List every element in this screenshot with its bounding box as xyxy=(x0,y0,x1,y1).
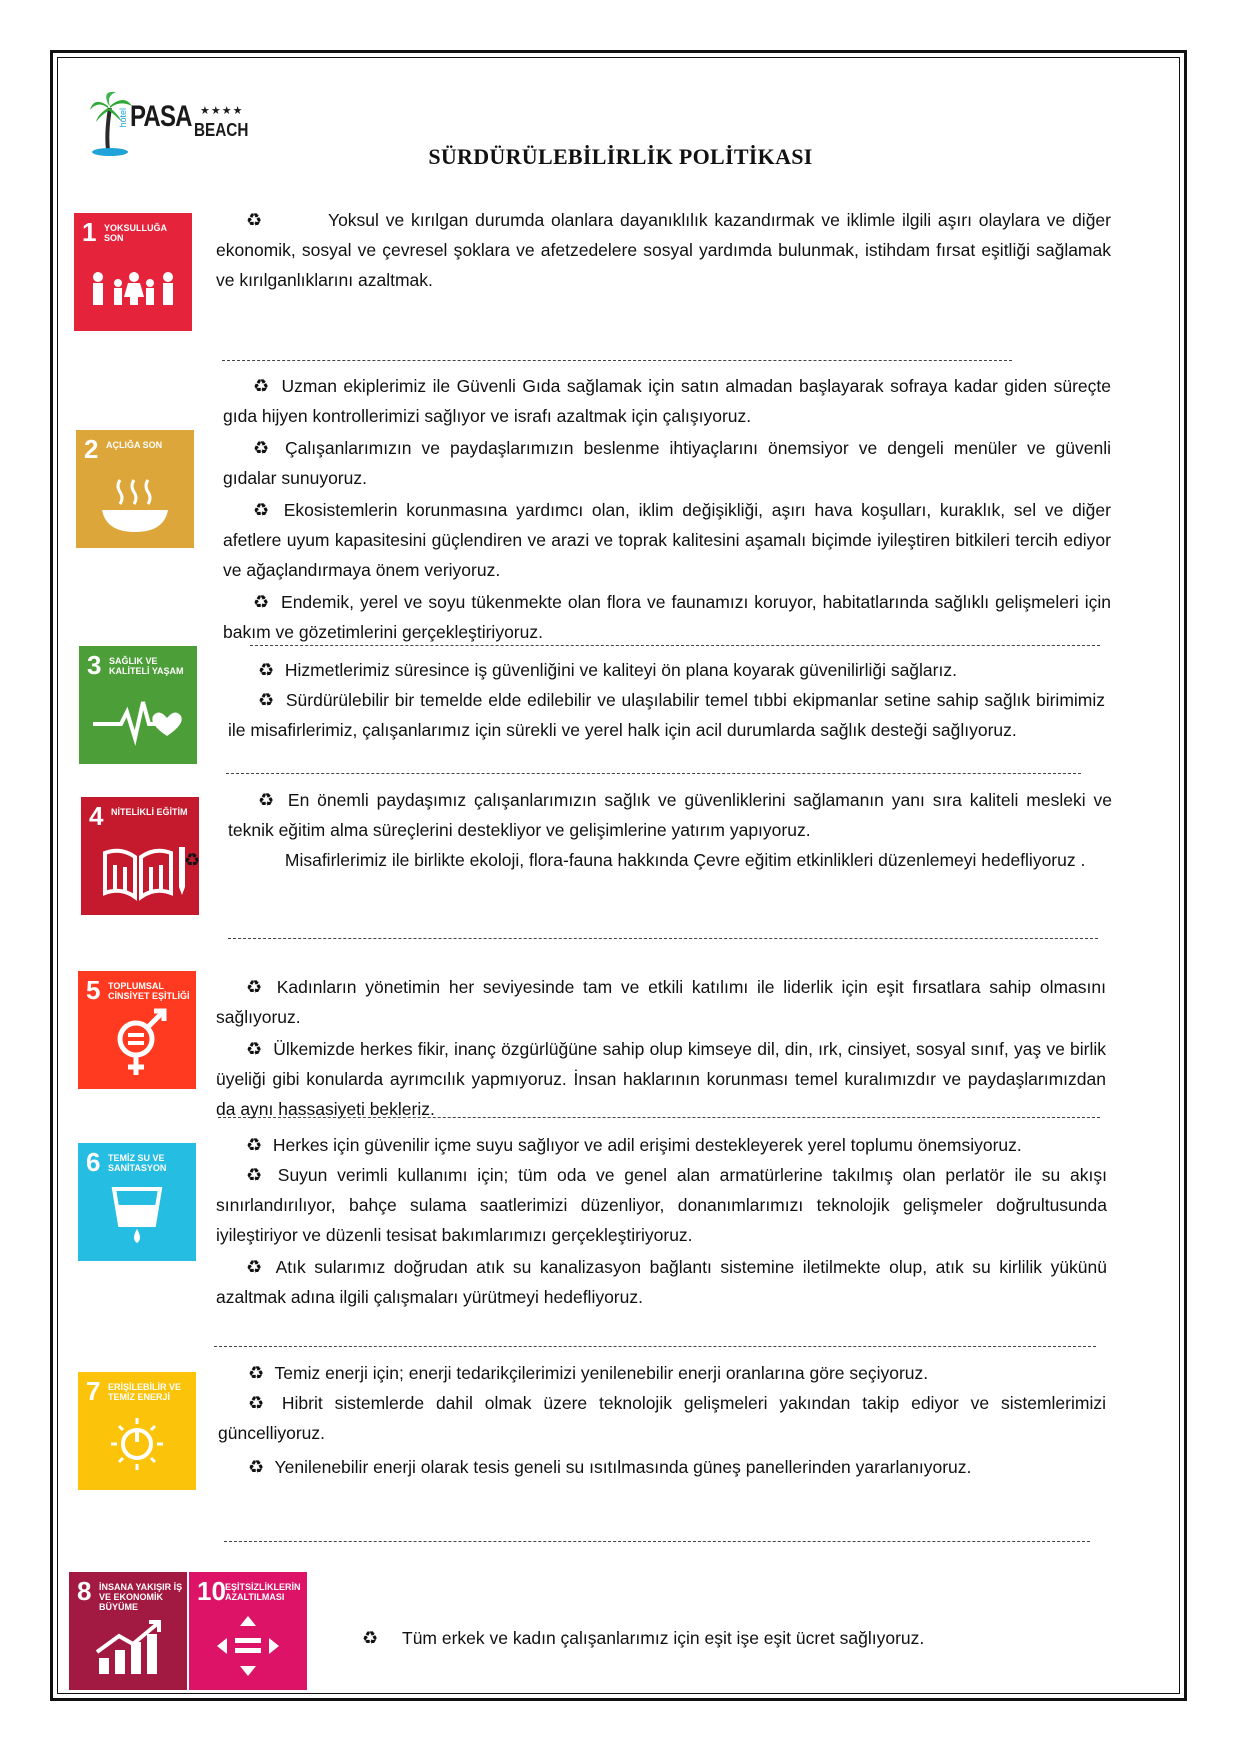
paragraph xyxy=(216,1034,1106,1124)
paragraph-text: Temiz enerji için; enerji tedarikçilerimizi yenilenebilir enerji oranlarına göre seçiyoruz. xyxy=(274,1363,929,1383)
recycle-icon: ♻ xyxy=(246,977,263,997)
page-title: SÜRDÜRÜLEBİLİRLİK POLİTİKASI xyxy=(428,144,813,169)
paragraph-text: Tüm erkek ve kadın çalışanlarımız için eşit işe eşit ücret sağlıyoruz. xyxy=(402,1628,925,1648)
paragraph xyxy=(228,655,1105,685)
divider xyxy=(218,1117,1100,1118)
sdg-tile-10 xyxy=(189,1572,307,1690)
divider xyxy=(228,938,1098,939)
heartbeat-icon xyxy=(79,646,197,764)
paragraph-text: Herkes için güvenilir içme suyu sağlıyor ve adil erişimi destekleyerek yerel toplumu önemsiyoruz. xyxy=(272,1135,1022,1155)
paragraph xyxy=(216,1160,1107,1250)
family-icon xyxy=(74,213,192,331)
sdg-tile-3 xyxy=(79,646,197,764)
section-energy xyxy=(218,1358,1106,1482)
paragraph-text: Hizmetlerimiz süresince iş güvenliğini ve kaliteyi ön plana koyarak güvenilirliği sağlarız. xyxy=(284,660,957,680)
growth-chart-icon xyxy=(69,1572,187,1690)
sdg-number: 4 xyxy=(89,801,104,831)
recycle-icon: ♻ xyxy=(184,850,201,870)
sdg-tile-2 xyxy=(76,430,194,548)
sdg-tile-1 xyxy=(74,213,192,331)
sun-power-icon xyxy=(78,1372,196,1490)
section-education xyxy=(184,785,1112,875)
reduced-inequality-icon xyxy=(189,1572,307,1690)
sdg-number: 10 xyxy=(197,1576,226,1606)
paragraph xyxy=(362,1623,1082,1653)
logo-small-text: hotel xyxy=(118,108,128,128)
recycle-icon: ♻ xyxy=(253,438,270,458)
logo-brand-bottom: BEACH xyxy=(194,120,249,140)
section-hunger xyxy=(223,371,1111,647)
paragraph xyxy=(228,685,1105,745)
recycle-icon: ♻ xyxy=(246,1039,263,1059)
gender-equality-icon xyxy=(78,971,196,1089)
paragraph xyxy=(223,371,1111,431)
paragraph-text: En önemli paydaşımız çalışanlarımızın sağlık ve güvenliklerini sağlamanın yanı sıra kaliteli mesleki ve teknik eğitim alma süreçlerini destekliyor ve gelişimlerine yatırım yapıyoruz. xyxy=(228,790,1112,840)
paragraph-text: Ekosistemlerin korunmasına yardımcı olan, iklim değişikliği, aşırı hava koşulları, kuraklık, sel ve diğer afetlere uyum kapasitesini güçlendiren ve arazi ve toprak kalitesini aşamalı biçimde iyileştiren bitkileri tercih ediyor ve ağaçlandırmaya önem veriyoruz. xyxy=(223,500,1111,580)
paragraph xyxy=(228,785,1112,845)
sdg-label: SAĞLIK VE KALİTELİ YAŞAM xyxy=(109,656,184,676)
sdg-label: ERİŞİLEBİLİR VE TEMİZ ENERJİ xyxy=(108,1382,182,1402)
recycle-icon: ♻ xyxy=(246,210,263,230)
sdg-label: AÇLIĞA SON xyxy=(106,440,163,450)
recycle-icon: ♻ xyxy=(362,1628,379,1648)
paragraph xyxy=(223,587,1111,647)
sdg-tile-5 xyxy=(78,971,196,1089)
paragraph-text: Yenilenebilir enerji olarak tesis geneli su ısıtılmasında güneş panellerinden yararlanıyoruz. xyxy=(274,1457,972,1477)
sdg-number: 5 xyxy=(86,975,101,1005)
sdg-number: 3 xyxy=(87,650,102,680)
paragraph xyxy=(216,205,1111,295)
sdg-label: EŞİTSİZLİKLERİN AZALTILMASI xyxy=(225,1582,301,1602)
paragraph-text: Ülkemizde herkes fikir, inanç özgürlüğüne sahip olup kimseye dil, din, ırk, cinsiyet, sosyal sınıf, yaş ve birlik üyeliği gibi konularda ayrımcılık yapmıyoruz. İnsan haklarının korunması temel kuralımızdır ve paydaşlarımızdan da aynı hassasiyeti bekleriz. xyxy=(216,1039,1106,1119)
divider xyxy=(226,773,1081,774)
sdg-tile-7 xyxy=(78,1372,196,1490)
recycle-icon: ♻ xyxy=(248,1393,265,1413)
recycle-icon: ♻ xyxy=(258,690,275,710)
paragraph xyxy=(223,495,1111,585)
sdg-number: 7 xyxy=(86,1376,101,1406)
sdg-tile-8 xyxy=(69,1572,187,1690)
recycle-icon: ♻ xyxy=(246,1135,263,1155)
paragraph xyxy=(216,1252,1107,1312)
book-pencil-icon xyxy=(81,797,199,915)
paragraph xyxy=(218,1452,1106,1482)
paragraph xyxy=(216,972,1106,1032)
divider xyxy=(214,1346,1096,1347)
section-decent-work xyxy=(362,1623,1082,1653)
paragraph-text: Yoksul ve kırılgan durumda olanlara dayanıklılık kazandırmak ve iklimle ilgili aşırı olaylara ve diğer ekonomik, sosyal ve çevresel şoklara ve afetzedelere sosyal yardımda bulunmak, istihdam fırsat eşitliği sağlamak ve kırılganlıklarını azaltmak. xyxy=(216,210,1111,290)
recycle-icon: ♻ xyxy=(246,1257,263,1277)
paragraph xyxy=(218,1358,1106,1388)
logo-brand-top: PASA xyxy=(130,100,192,133)
section-gender-equality xyxy=(216,972,1106,1124)
recycle-icon: ♻ xyxy=(248,1457,265,1477)
water-glass-icon xyxy=(78,1143,196,1261)
recycle-icon: ♻ xyxy=(253,500,270,520)
divider xyxy=(224,1541,1090,1542)
paragraph-text: Uzman ekiplerimiz ile Güvenli Gıda sağlamak için satın almadan başlayarak sofraya kadar giden süreçte gıda hijyen kontrollerimizi sağlıyor ve israfı azaltmak için çalışıyoruz. xyxy=(223,376,1111,426)
paragraph-text: Endemik, yerel ve soyu tükenmekte olan flora ve faunamızı koruyor, habitatlarında sağlıklı gelişmeleri için bakım ve gözetimlerini gerçekleştiriyoruz. xyxy=(223,592,1111,642)
sdg-number: 8 xyxy=(77,1576,92,1606)
sdg-number: 1 xyxy=(82,217,97,247)
paragraph-text: Misafirlerimiz ile birlikte ekoloji, flora-fauna hakkında Çevre eğitim etkinlikleri düzenlemeyi hedefliyoruz . xyxy=(284,850,1086,870)
paragraph xyxy=(218,1388,1106,1448)
paragraph-text: Sürdürülebilir bir temelde elde edilebilir ve ulaşılabilir temel tıbbi ekipmanlar setine sahip sağlık birimimiz ile misafirlerimiz, çalışanlarımız için sürekli ve yerel halk için acil durumlarda sağlık desteği sağlıyoruz. xyxy=(228,690,1105,740)
recycle-icon: ♻ xyxy=(258,790,275,810)
sdg-number: 6 xyxy=(86,1147,101,1177)
sdg-label: YOKSULLUĞA SON xyxy=(104,223,167,243)
logo-stars: ★★★★ xyxy=(200,105,244,117)
paragraph-text: Hibrit sistemlerde dahil olmak üzere teknolojik gelişmeleri yakından takip ediyor ve sistemlerimizi güncelliyoruz. xyxy=(218,1393,1106,1443)
recycle-icon: ♻ xyxy=(253,592,270,612)
section-water xyxy=(216,1130,1107,1312)
sdg-label: TOPLUMSAL CİNSİYET EŞİTLİĞİ xyxy=(108,981,190,1001)
paragraph-text: Suyun verimli kullanımı için; tüm oda ve genel alan armatürlerine takılmış olan perlatör ile su akışı sınırlandırılıyor, bahçe sulama saatlerimizi düzenliyor, donanımlarımızı teknolojik gelişmeler doğrultusunda iyileştiriyor ve düzenli tesisat bakımlarımızı gerçekleştiriyoruz. xyxy=(216,1165,1107,1245)
paragraph-text: Çalışanlarımızın ve paydaşlarımızın beslenme ihtiyaçlarını önemsiyor ve dengeli menüler ve güvenli gıdalar sunuyoruz. xyxy=(223,438,1111,488)
sdg-label: TEMİZ SU VE SANİTASYON xyxy=(108,1153,167,1173)
recycle-icon: ♻ xyxy=(253,376,270,396)
paragraph xyxy=(216,1130,1107,1160)
paragraph-text: Kadınların yönetimin her seviyesinde tam ve etkili katılımı ile liderlik için eşit fırsatlara sahip olmasını sağlıyoruz. xyxy=(216,977,1106,1027)
recycle-icon: ♻ xyxy=(248,1363,265,1383)
recycle-icon: ♻ xyxy=(246,1165,263,1185)
bowl-icon xyxy=(76,430,194,548)
recycle-icon: ♻ xyxy=(258,660,275,680)
paragraph xyxy=(184,845,1112,875)
sdg-label: İNSANA YAKIŞIR İŞ VE EKONOMİK BÜYÜME xyxy=(99,1582,183,1612)
sdg-number: 2 xyxy=(84,434,99,464)
sdg-tile-4 xyxy=(81,797,199,915)
section-health xyxy=(228,655,1105,745)
divider xyxy=(250,645,1100,646)
divider xyxy=(222,360,1012,361)
paragraph-text: Atık sularımız doğrudan atık su kanalizasyon bağlantı sistemine iletilmekte olup, atık su kirlilik yükünü azaltmak adına ilgili çalışmaları yürütmeyi hedefliyoruz. xyxy=(216,1257,1108,1307)
sdg-tile-6 xyxy=(78,1143,196,1261)
sdg-label: NİTELİKLİ EĞİTİM xyxy=(111,807,188,817)
paragraph xyxy=(223,433,1111,493)
section-poverty xyxy=(216,205,1111,295)
